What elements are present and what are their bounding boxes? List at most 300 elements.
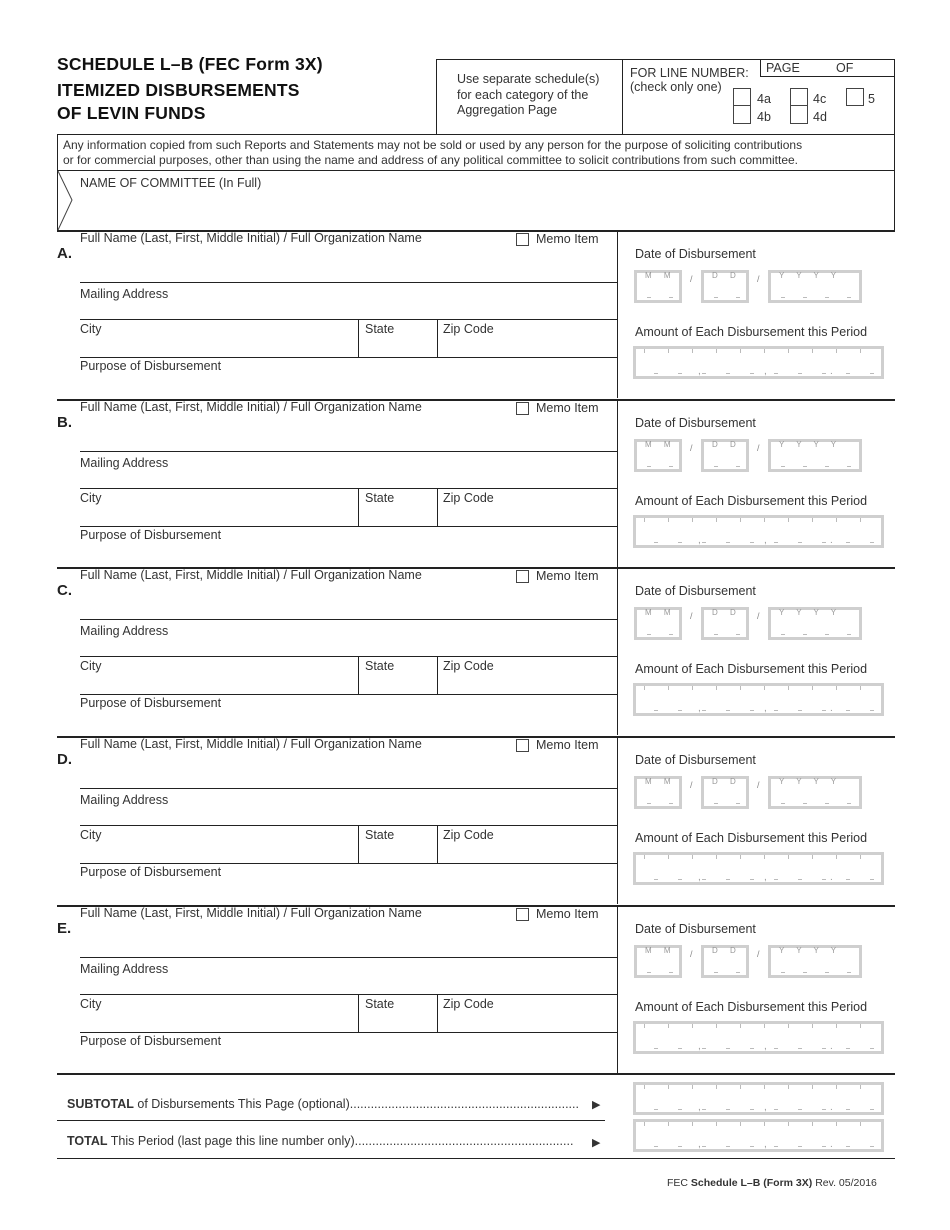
date-tick xyxy=(803,972,807,973)
amount-tick xyxy=(822,1048,826,1049)
name-underline xyxy=(80,282,617,283)
city-label: City xyxy=(80,659,102,673)
amount-tick xyxy=(870,1048,874,1049)
amount-tick xyxy=(836,1085,837,1089)
amount-tick xyxy=(870,1146,874,1147)
form-subtitle-line1: ITEMIZED DISBURSEMENTS xyxy=(57,80,300,100)
full-name-input[interactable] xyxy=(80,246,610,282)
date-placeholder: M M xyxy=(645,271,676,280)
mailing-address-label: Mailing Address xyxy=(80,624,169,638)
purpose-input[interactable] xyxy=(80,1050,610,1070)
city-input[interactable] xyxy=(80,673,355,693)
amount-tick xyxy=(812,1122,813,1126)
line-4c-checkbox[interactable] xyxy=(790,88,808,106)
line-4c-label: 4c xyxy=(813,92,827,106)
date-tick xyxy=(647,297,651,298)
city-label: City xyxy=(80,491,102,505)
date-tick xyxy=(825,803,829,804)
date-placeholder: Y Y Y Y xyxy=(779,271,842,280)
amount-tick xyxy=(716,1024,717,1028)
line-4a-checkbox[interactable] xyxy=(733,88,751,106)
full-name-input[interactable] xyxy=(80,752,610,788)
amount-tick xyxy=(716,349,717,353)
amount-tick xyxy=(644,1024,645,1028)
date-label: Date of Disbursement xyxy=(635,416,756,430)
date-year-input[interactable] xyxy=(768,607,862,640)
amount-tick xyxy=(788,686,789,690)
amount-tick xyxy=(726,1146,730,1147)
amount-tick xyxy=(764,855,765,859)
amount-input[interactable] xyxy=(633,515,884,548)
amount-tick xyxy=(812,349,813,353)
amount-tick xyxy=(788,1122,789,1126)
date-tick xyxy=(714,466,718,467)
amount-tick xyxy=(836,1122,837,1126)
zip-input[interactable] xyxy=(440,336,612,356)
amount-tick xyxy=(836,349,837,353)
subtotal-divider xyxy=(57,1120,605,1121)
memo-item-label: Memo Item xyxy=(536,401,599,415)
amount-input[interactable] xyxy=(633,852,884,885)
date-separator: / xyxy=(757,274,760,284)
amount-tick xyxy=(822,1109,826,1110)
amount-separator: , xyxy=(764,366,767,377)
date-day-input[interactable] xyxy=(701,607,749,640)
footer-prefix: FEC xyxy=(667,1177,691,1189)
date-tick xyxy=(736,803,740,804)
amount-tick xyxy=(678,1048,682,1049)
separate-schedule-note-2: for each category of the xyxy=(457,88,589,102)
purpose-label: Purpose of Disbursement xyxy=(80,359,222,373)
amount-separator: . xyxy=(830,872,833,883)
purpose-input[interactable] xyxy=(80,375,610,395)
date-month-input[interactable] xyxy=(634,776,682,809)
page-label: PAGE xyxy=(766,61,800,75)
address-underline xyxy=(80,488,617,489)
zip-divider xyxy=(437,825,438,863)
entry-letter: C. xyxy=(57,582,72,599)
purpose-input[interactable] xyxy=(80,544,610,564)
amount-tick xyxy=(668,1122,669,1126)
date-tick xyxy=(803,803,807,804)
entry-letter: B. xyxy=(57,414,72,431)
date-year-input[interactable] xyxy=(768,776,862,809)
zip-input[interactable] xyxy=(440,505,612,525)
total-amount-ticks xyxy=(636,1122,881,1149)
footer-form-name: Schedule L–B (Form 3X) xyxy=(690,1177,813,1189)
date-year-input[interactable] xyxy=(768,270,862,303)
amount-tick xyxy=(750,542,754,543)
date-placeholder: D D xyxy=(712,777,741,786)
date-tick xyxy=(714,972,718,973)
state-input[interactable] xyxy=(362,336,434,356)
city-input[interactable] xyxy=(80,505,355,525)
separate-schedule-note-1: Use separate schedule(s) xyxy=(457,72,600,86)
mailing-address-label: Mailing Address xyxy=(80,456,169,470)
date-tick xyxy=(714,634,718,635)
footer-revision: Rev. 05/2016 xyxy=(812,1177,877,1189)
amount-tick xyxy=(702,542,706,543)
city-underline xyxy=(80,1032,617,1033)
amount-tick xyxy=(644,1085,645,1089)
amount-tick xyxy=(836,686,837,690)
state-label: State xyxy=(365,491,395,505)
state-divider xyxy=(358,825,359,863)
amount-tick xyxy=(702,373,706,374)
memo-item-label: Memo Item xyxy=(536,569,599,583)
entry-column-divider xyxy=(617,736,618,904)
entry-divider xyxy=(57,567,895,569)
date-month-input[interactable] xyxy=(634,607,682,640)
address-underline xyxy=(80,994,617,995)
amount-tick xyxy=(740,518,741,522)
amount-tick xyxy=(726,879,730,880)
date-month-input[interactable] xyxy=(634,270,682,303)
city-input[interactable] xyxy=(80,1011,355,1031)
date-tick xyxy=(647,634,651,635)
amount-separator: , xyxy=(698,535,701,546)
date-day-input[interactable] xyxy=(701,776,749,809)
total-amount-input[interactable] xyxy=(633,1119,884,1152)
amount-tick xyxy=(860,518,861,522)
zip-divider xyxy=(437,319,438,357)
amount-separator: . xyxy=(830,366,833,377)
amount-tick xyxy=(788,855,789,859)
mailing-address-label: Mailing Address xyxy=(80,793,169,807)
mailing-address-input[interactable] xyxy=(80,808,610,824)
line-number-label: FOR LINE NUMBER: xyxy=(630,66,749,80)
date-placeholder: D D xyxy=(712,946,741,955)
date-separator: / xyxy=(690,611,693,621)
date-separator: / xyxy=(757,611,760,621)
city-input[interactable] xyxy=(80,842,355,862)
amount-tick xyxy=(846,373,850,374)
amount-tick xyxy=(678,879,682,880)
amount-tick xyxy=(702,1048,706,1049)
amount-tick xyxy=(702,710,706,711)
amount-tick xyxy=(740,1024,741,1028)
entry-column-divider xyxy=(617,230,618,398)
header-box-left xyxy=(436,59,437,134)
date-separator: / xyxy=(690,443,693,453)
city-underline xyxy=(80,357,617,358)
committee-top-border xyxy=(57,170,895,171)
zip-divider xyxy=(437,994,438,1032)
date-separator: / xyxy=(757,780,760,790)
date-month-input[interactable] xyxy=(634,439,682,472)
amount-tick xyxy=(644,518,645,522)
amount-tick xyxy=(774,542,778,543)
amount-tick xyxy=(764,1122,765,1126)
date-tick xyxy=(781,803,785,804)
mailing-address-input[interactable] xyxy=(80,471,610,487)
amount-tick xyxy=(846,1109,850,1110)
entry-divider xyxy=(57,905,895,907)
memo-item-checkbox[interactable] xyxy=(516,739,529,752)
address-underline xyxy=(80,656,617,657)
amount-separator: , xyxy=(698,703,701,714)
purpose-label: Purpose of Disbursement xyxy=(80,696,222,710)
zip-divider xyxy=(437,656,438,694)
city-label: City xyxy=(80,997,102,1011)
memo-item-checkbox[interactable] xyxy=(516,570,529,583)
zip-input[interactable] xyxy=(440,1011,612,1031)
amount-tick xyxy=(750,1048,754,1049)
mailing-address-input[interactable] xyxy=(80,639,610,655)
date-tick xyxy=(669,466,673,467)
amount-separator: , xyxy=(764,535,767,546)
of-label: OF xyxy=(836,61,854,75)
amount-tick xyxy=(750,710,754,711)
date-tick xyxy=(825,972,829,973)
entry-column-divider xyxy=(617,567,618,735)
amount-tick xyxy=(644,855,645,859)
line-4d-label: 4d xyxy=(813,110,827,124)
amount-separator: . xyxy=(830,703,833,714)
amount-tick xyxy=(716,518,717,522)
totals-bottom-border xyxy=(57,1158,895,1159)
amount-tick xyxy=(812,686,813,690)
notice-text-1: Any information copied from such Reports and Statements may not be sold or used by any person for the purpose of soliciting contributions xyxy=(63,138,803,152)
zip-divider xyxy=(437,488,438,526)
zip-input[interactable] xyxy=(440,842,612,862)
city-label: City xyxy=(80,828,102,842)
amount-separator: , xyxy=(698,1139,701,1150)
totals-top-border xyxy=(57,1073,895,1075)
entry-letter: A. xyxy=(57,245,72,262)
amount-tick xyxy=(668,349,669,353)
entry-letter: D. xyxy=(57,751,72,768)
memo-item-checkbox[interactable] xyxy=(516,233,529,246)
amount-tick xyxy=(716,855,717,859)
name-underline xyxy=(80,957,617,958)
date-tick xyxy=(669,634,673,635)
amount-tick xyxy=(740,686,741,690)
amount-separator: , xyxy=(764,872,767,883)
amount-tick xyxy=(774,710,778,711)
amount-tick xyxy=(678,710,682,711)
date-tick xyxy=(825,466,829,467)
full-name-label: Full Name (Last, First, Middle Initial) / Full Organization Name xyxy=(80,400,422,414)
state-divider xyxy=(358,488,359,526)
total-label-text: This Period (last page this line number only)............................................................... xyxy=(107,1134,574,1148)
amount-tick xyxy=(692,855,693,859)
amount-tick xyxy=(654,1109,658,1110)
amount-tick xyxy=(654,542,658,543)
full-name-input[interactable] xyxy=(80,921,610,957)
amount-label: Amount of Each Disbursement this Period xyxy=(635,325,868,339)
zip-label: Zip Code xyxy=(443,997,494,1011)
amount-tick xyxy=(654,373,658,374)
amount-tick xyxy=(764,686,765,690)
zip-label: Zip Code xyxy=(443,322,494,336)
full-name-label: Full Name (Last, First, Middle Initial) / Full Organization Name xyxy=(80,231,422,245)
entry-letter: E. xyxy=(57,920,72,937)
date-placeholder: M M xyxy=(645,946,676,955)
committee-name-label: NAME OF COMMITTEE (In Full) xyxy=(80,176,262,190)
date-placeholder: M M xyxy=(645,440,676,449)
amount-tick xyxy=(750,373,754,374)
amount-tick xyxy=(750,1109,754,1110)
date-tick xyxy=(714,297,718,298)
amount-tick xyxy=(846,879,850,880)
date-tick xyxy=(847,803,851,804)
committee-bottom-border xyxy=(57,230,895,232)
date-placeholder: M M xyxy=(645,777,676,786)
date-tick xyxy=(803,466,807,467)
date-tick xyxy=(803,634,807,635)
amount-tick xyxy=(870,1109,874,1110)
amount-tick xyxy=(822,373,826,374)
state-label: State xyxy=(365,828,395,842)
state-label: State xyxy=(365,997,395,1011)
total-label-bold: TOTAL xyxy=(67,1134,108,1148)
amount-tick xyxy=(740,1122,741,1126)
amount-tick xyxy=(774,1146,778,1147)
amount-tick xyxy=(822,710,826,711)
footer-form-id xyxy=(667,1177,877,1189)
form-title: SCHEDULE L–B (FEC Form 3X) xyxy=(57,54,323,74)
city-underline xyxy=(80,863,617,864)
amount-tick xyxy=(860,686,861,690)
amount-tick xyxy=(764,518,765,522)
amount-tick xyxy=(764,1024,765,1028)
date-label: Date of Disbursement xyxy=(635,584,756,598)
zip-label: Zip Code xyxy=(443,659,494,673)
amount-tick xyxy=(798,710,802,711)
amount-input[interactable] xyxy=(633,1021,884,1054)
line-5-checkbox[interactable] xyxy=(846,88,864,106)
date-tick xyxy=(781,466,785,467)
purpose-input[interactable] xyxy=(80,712,610,732)
memo-item-checkbox[interactable] xyxy=(516,908,529,921)
date-placeholder: Y Y Y Y xyxy=(779,777,842,786)
full-name-input[interactable] xyxy=(80,415,610,451)
state-input[interactable] xyxy=(362,842,434,862)
amount-tick xyxy=(654,1146,658,1147)
amount-tick xyxy=(678,1109,682,1110)
date-tick xyxy=(847,634,851,635)
purpose-label: Purpose of Disbursement xyxy=(80,528,222,542)
mailing-address-input[interactable] xyxy=(80,302,610,318)
date-tick xyxy=(647,803,651,804)
mailing-address-input[interactable] xyxy=(80,977,610,993)
date-tick xyxy=(736,972,740,973)
amount-tick xyxy=(788,518,789,522)
amount-tick xyxy=(870,373,874,374)
line-4b-checkbox[interactable] xyxy=(733,106,751,124)
amount-label: Amount of Each Disbursement this Period xyxy=(635,1000,868,1014)
state-input[interactable] xyxy=(362,1011,434,1031)
name-underline xyxy=(80,619,617,620)
amount-tick xyxy=(702,879,706,880)
amount-tick xyxy=(678,373,682,374)
committee-name-input[interactable] xyxy=(80,192,890,226)
amount-tick xyxy=(836,855,837,859)
amount-tick xyxy=(798,879,802,880)
full-name-label: Full Name (Last, First, Middle Initial) / Full Organization Name xyxy=(80,737,422,751)
state-label: State xyxy=(365,659,395,673)
entry-column-divider xyxy=(617,399,618,567)
amount-tick xyxy=(812,518,813,522)
amount-tick xyxy=(668,1085,669,1089)
date-tick xyxy=(669,972,673,973)
notice-top-border xyxy=(57,134,895,135)
zip-input[interactable] xyxy=(440,673,612,693)
state-input[interactable] xyxy=(362,673,434,693)
date-tick xyxy=(647,972,651,973)
amount-separator: , xyxy=(698,872,701,883)
amount-tick xyxy=(798,373,802,374)
amount-tick xyxy=(774,879,778,880)
city-underline xyxy=(80,526,617,527)
date-placeholder: D D xyxy=(712,440,741,449)
amount-tick xyxy=(764,349,765,353)
date-month-input[interactable] xyxy=(634,945,682,978)
date-label: Date of Disbursement xyxy=(635,922,756,936)
amount-tick xyxy=(860,1122,861,1126)
amount-tick xyxy=(692,1122,693,1126)
amount-input[interactable] xyxy=(633,683,884,716)
amount-separator: , xyxy=(698,366,701,377)
amount-separator: , xyxy=(764,1041,767,1052)
amount-tick xyxy=(870,879,874,880)
date-placeholder: D D xyxy=(712,271,741,280)
amount-tick xyxy=(654,879,658,880)
date-year-input[interactable] xyxy=(768,945,862,978)
subtotal-label xyxy=(67,1097,579,1111)
purpose-input[interactable] xyxy=(80,881,610,901)
amount-tick xyxy=(716,1122,717,1126)
date-placeholder: D D xyxy=(712,608,741,617)
amount-tick xyxy=(860,855,861,859)
date-year-input[interactable] xyxy=(768,439,862,472)
name-underline xyxy=(80,788,617,789)
amount-label: Amount of Each Disbursement this Period xyxy=(635,662,868,676)
subtotal-label-text: of Disbursements This Page (optional).................................................................. xyxy=(133,1097,579,1111)
amount-tick xyxy=(644,686,645,690)
amount-input[interactable] xyxy=(633,346,884,379)
amount-tick xyxy=(798,1048,802,1049)
amount-tick xyxy=(716,1085,717,1089)
state-input[interactable] xyxy=(362,505,434,525)
city-input[interactable] xyxy=(80,336,355,356)
date-separator: / xyxy=(757,949,760,959)
amount-tick xyxy=(870,542,874,543)
amount-tick xyxy=(692,349,693,353)
date-tick xyxy=(847,297,851,298)
header-box-divider xyxy=(622,59,623,134)
line-4d-checkbox[interactable] xyxy=(790,106,808,124)
amount-tick xyxy=(788,1024,789,1028)
subtotal-amount-input[interactable] xyxy=(633,1082,884,1115)
full-name-input[interactable] xyxy=(80,583,610,619)
date-tick xyxy=(781,972,785,973)
total-arrow-icon: ▶ xyxy=(592,1137,601,1149)
line-4b-label: 4b xyxy=(757,110,771,124)
date-day-input[interactable] xyxy=(701,439,749,472)
date-day-input[interactable] xyxy=(701,945,749,978)
amount-tick xyxy=(812,1085,813,1089)
date-day-input[interactable] xyxy=(701,270,749,303)
subtotal-amount-ticks xyxy=(636,1085,881,1112)
memo-item-checkbox[interactable] xyxy=(516,402,529,415)
amount-tick xyxy=(798,1109,802,1110)
memo-item-label: Memo Item xyxy=(536,232,599,246)
header-box-right xyxy=(894,59,895,231)
amount-tick xyxy=(764,1085,765,1089)
date-tick xyxy=(647,466,651,467)
